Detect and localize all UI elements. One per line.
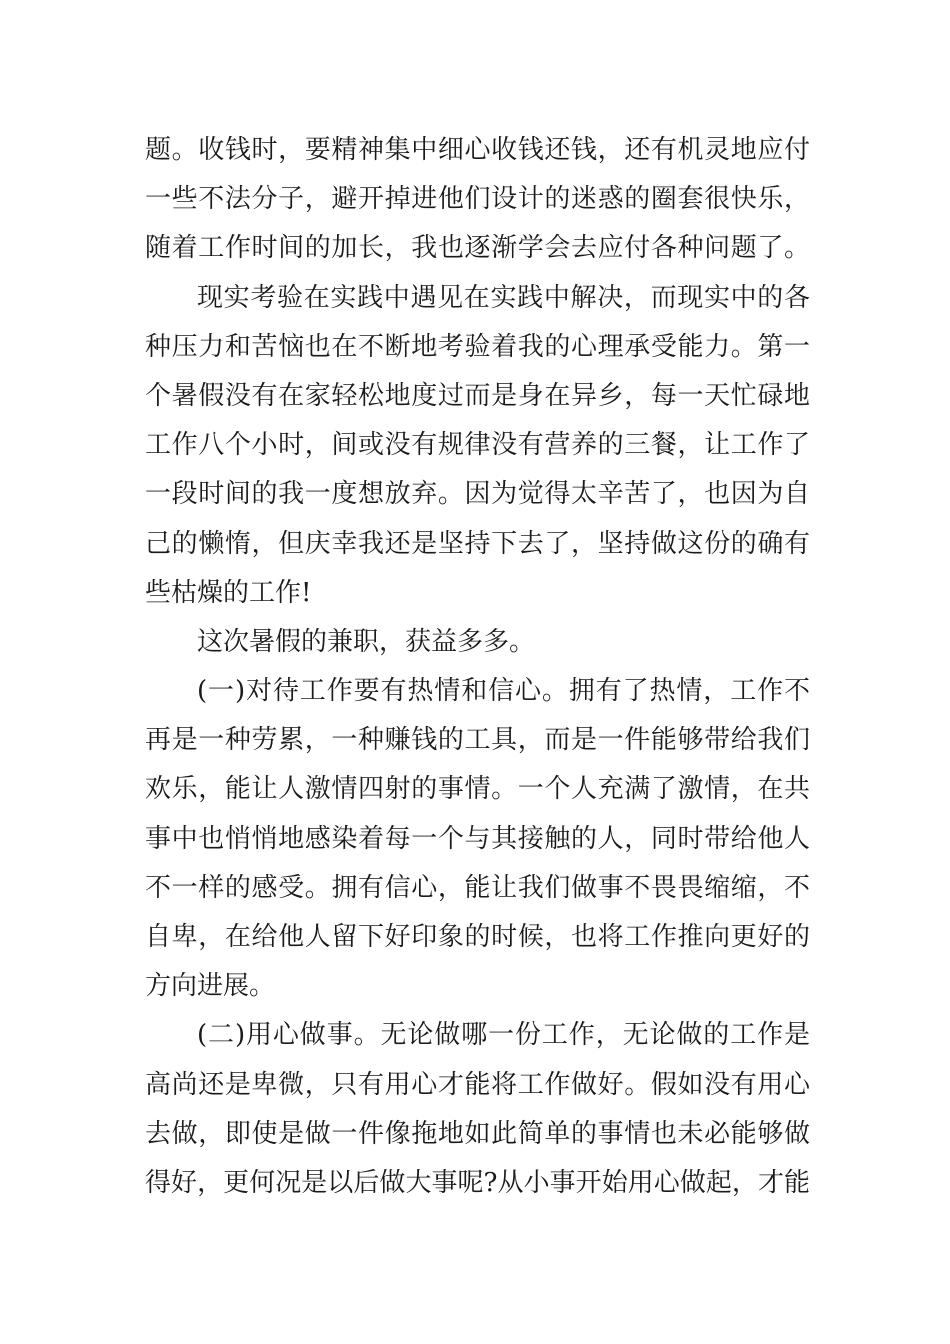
text-line: 高尚还是卑微，只有用心才能将工作做好。假如没有用心	[145, 1069, 810, 1100]
text-line: 方向进展。	[145, 971, 276, 1002]
text-line: (二)用心做事。无论做哪一份工作，无论做的工作是	[197, 1020, 810, 1051]
text-line: 个暑假没有在家轻松地度过而是身在异乡，每一天忙碌地	[145, 380, 810, 411]
body-text	[145, 126, 810, 1208]
text-line: 一些不法分子，避开掉进他们设计的迷惑的圈套很快乐，	[145, 184, 810, 215]
text-line: 一段时间的我一度想放弃。因为觉得太辛苦了，也因为自	[145, 479, 810, 510]
text-line: 欢乐，能让人激情四射的事情。一个人充满了激情，在共	[145, 774, 810, 805]
text-line: 现实考验在实践中遇见在实践中解决，而现实中的各	[197, 282, 810, 313]
text-line: 题。收钱时，要精神集中细心收钱还钱，还有机灵地应付	[145, 135, 810, 165]
text-line: 去做，即使是做一件像拖地如此简单的事情也未必能够做	[145, 1118, 810, 1149]
text-line: 己的懒惰，但庆幸我还是坚持下去了，坚持做这份的确有	[145, 528, 810, 559]
text-line: 自卑，在给他人留下好印象的时候，也将工作推向更好的	[145, 922, 810, 952]
text-line: 再是一种劳累，一种赚钱的工具，而是一件能够带给我们	[145, 725, 810, 756]
text-line: 不一样的感受。拥有信心，能让我们做事不畏畏缩缩，不	[145, 872, 810, 903]
text-line: (一)对待工作要有热情和信心。拥有了热情，工作不	[197, 676, 810, 707]
text-line: 事中也悄悄地感染着每一个与其接触的人，同时带给他人	[145, 823, 810, 854]
text-line: 得好，更何况是以后做大事呢?从小事开始用心做起，才能	[145, 1167, 810, 1198]
text-line: 些枯燥的工作!	[145, 577, 312, 608]
text-line: 这次暑假的兼职，获益多多。	[197, 626, 536, 657]
text-line: 种压力和苦恼也在不断地考验着我的心理承受能力。第一	[145, 331, 810, 362]
text-line: 工作八个小时，间或没有规律没有营养的三餐，让工作了	[145, 430, 810, 461]
text-line: 随着工作时间的加长，我也逐渐学会去应付各种问题了。	[145, 233, 810, 264]
